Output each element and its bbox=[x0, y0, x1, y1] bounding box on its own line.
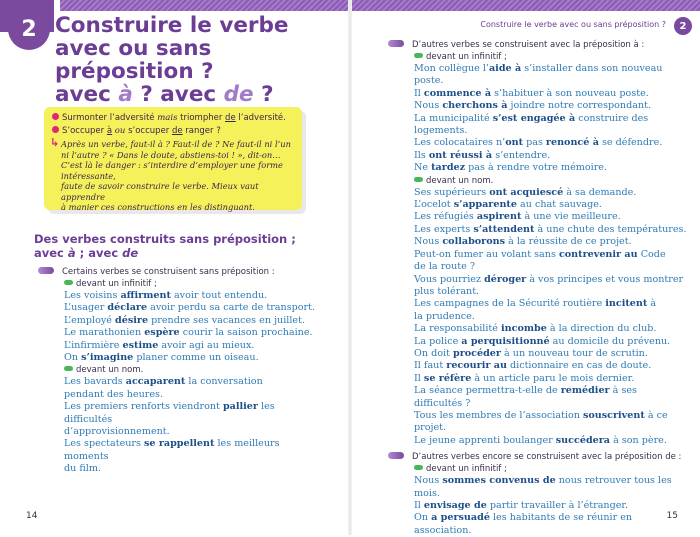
example-line: Les campagnes de la Sécurité routière incitent à bbox=[414, 298, 657, 310]
example-line: Il commence à s’habituer à son nouveau poste. bbox=[414, 87, 649, 99]
example-line: L’ocelot s’apparente au chat sauvage. bbox=[414, 199, 602, 211]
green-dot-icon bbox=[414, 53, 423, 58]
example-line: Il faut recourir au dictionnaire en cas de doute. bbox=[414, 360, 652, 372]
example-line: plus tolérant. bbox=[414, 285, 480, 297]
pill-icon bbox=[388, 40, 404, 47]
example-line: Les premiers renforts viendront pallier les difficultés bbox=[64, 401, 275, 425]
bullet-icon bbox=[52, 113, 59, 120]
example-line: On doit procéder à un nouveau tour de scrutin. bbox=[414, 347, 648, 359]
example-line: d’approvisionnement. bbox=[64, 426, 170, 438]
green-dot-icon bbox=[64, 280, 73, 285]
section-title: Des verbes construits sans préposition ; avec à ; avec de bbox=[34, 232, 296, 260]
running-head: Construire le verbe avec ou sans préposition ? bbox=[480, 20, 666, 29]
left-page bbox=[0, 0, 350, 535]
rule-line-1: Surmonter l’adversité mais triompher de l’adversité. bbox=[52, 112, 296, 125]
rule-box bbox=[44, 107, 302, 210]
example-line: pendant des heures. bbox=[64, 388, 164, 400]
hook-arrow-icon: ↳ bbox=[50, 136, 60, 149]
example-line: La police a perquisitionné au domicile du prévenu. bbox=[414, 335, 671, 347]
example-line: L’employé désire prendre ses vacances en juillet. bbox=[64, 314, 306, 326]
example-line: la prudence. bbox=[414, 310, 475, 322]
example-line: Le marathonien espère courir la saison prochaine. bbox=[64, 327, 313, 339]
example-line: Ses supérieurs ont acquiescé à sa demande. bbox=[414, 186, 637, 198]
example-line: L’usager déclare avoir perdu sa carte de transport. bbox=[64, 302, 316, 314]
example-line: Les voisins affirment avoir tout entendu. bbox=[64, 290, 268, 301]
rule-explanation: ↳ Après un verbe, faut-il à ? Faut-il de ? Ne faut-il ni l’un ni l’autre ? « Dans le doute, abstiens-toi ! », dit-on… C’est là le danger : s’interdire d’employer une forme intéressante, faute de savoir construire le verbe. Mieux vaut apprendre à manier ces constructions en les distinguant. bbox=[50, 136, 291, 212]
example-line: du film. bbox=[64, 463, 101, 475]
example-line: Nous sommes convenus de nous retrouver tous les mois. bbox=[414, 475, 672, 499]
header-stripe-right bbox=[350, 0, 700, 11]
rule-line-2: S’occuper à ou s’occuper de ranger ? bbox=[52, 125, 296, 138]
example-line: Peut-on fumer au volant sans contrevenir au Code bbox=[414, 248, 666, 260]
pill-icon bbox=[388, 452, 404, 459]
example-line: Les bavards accaparent la conversation bbox=[64, 376, 263, 388]
example-line: Le jeune apprenti boulanger succédera à son père. bbox=[414, 434, 667, 446]
example-line: Les réfugiés aspirent à une vie meilleure. bbox=[414, 211, 621, 223]
example-line: On a persuadé les habitants de se réunir en association. bbox=[414, 512, 633, 536]
bullet-icon bbox=[52, 126, 59, 133]
example-line: La séance permettra-t-elle de remédier à ses difficultés ? bbox=[414, 385, 637, 409]
example-line: Les experts s’attendent à une chute des températures. bbox=[414, 223, 687, 235]
green-dot-icon bbox=[64, 366, 73, 371]
example-line: Tous les membres de l’association souscrivent à ce projet. bbox=[414, 409, 668, 434]
page-number-right: 15 bbox=[666, 511, 678, 521]
right-examples: D’autres verbes se construisent avec la préposition à : devant un infinitif ; Mon collègue l’aide à s’installer dans son nouveau poste. Il commence à s’habituer à son nouveau poste. Nous cherchons à joindre notre correspondant. La municipalité s’est engagée à construire des logements. Les colocataires n’ont pas renoncé à se défendre. Ils ont réussi à s’entendre. Ne tardez pas à rendre votre mémoire. devant un nom. Ses supérieurs ont acquiescé à sa demande. L’ocelot s’apparente au chat sauvage. Les réfugiés aspirent à une vie meilleure. Les experts s’attendent à une chute des températures. Nous collaborons à la réussite de ce projet. Peut-on fumer au volant sans contrevenir au Code de la route ? Vous pourriez déroger à vos principes et vous montrer plus tolérant. Les campagnes de la Sécurité routière incitent à la prudence. La responsabilité incombe à la direction du club. La police a perquisitionné au domicile du prévenu. On doit procéder à un nouveau tour de scrutin. Il faut recourir au dictionnaire en cas de doute. Il se réfère à un article paru le mois dernier. La séance permettra-t-elle de remédier à ses difficultés ? Tous les membres de l’association souscrivent à ce projet. Le jeune apprenti boulanger succédera à son père. D’autres verbes encore se construisent avec la préposition de : devant un infinitif ; Nous sommes convenus de nous retrouver tous les mois. Il envisage de partir travailler à l’étranger. On a persuadé les habitants de se réunir en association. bbox=[388, 39, 688, 537]
left-examples: Certains verbes se construisent sans préposition : devant un infinitif ; Les voisins affirment avoir tout entendu. L’usager déclare avoir perdu sa carte de transport. L’employé désire prendre ses vacances en juillet. Le marathonien espère courir la saison prochaine. L’infirmière estime avoir agi au mieux. On s’imagine planer comme un oiseau. devant un nom. Les bavards accaparent la conversation pendant des heures. Les premiers renforts viendront pallier les difficultés d’approvisionnement. Les spectateurs se rappellent les meilleurs moments du film. bbox=[38, 266, 323, 476]
example-line: Les colocataires n’ont pas renoncé à se défendre. bbox=[414, 137, 663, 149]
chapter-badge: 2 bbox=[8, 8, 50, 50]
example-line: Il se réfère à un article paru le mois dernier. bbox=[414, 372, 635, 384]
pill-icon bbox=[38, 267, 54, 274]
example-line: L’infirmière estime avoir agi au mieux. bbox=[64, 339, 255, 351]
example-line: On s’imagine planer comme un oiseau. bbox=[64, 352, 259, 364]
example-line: Nous cherchons à joindre notre correspondant. bbox=[414, 100, 652, 112]
example-line: Ils ont réussi à s’entendre. bbox=[414, 149, 551, 161]
chapter-badge-small: 2 bbox=[674, 17, 692, 35]
green-dot-icon bbox=[414, 177, 423, 182]
example-line: Vous pourriez déroger à vos principes et vous montrer bbox=[414, 273, 684, 285]
example-line: de la route ? bbox=[414, 261, 475, 273]
page-title: Construire le verbe avec ou sans préposition ? avec à ? avec de ? bbox=[55, 13, 289, 107]
example-line: Mon collègue l’aide à s’installer dans son nouveau poste. bbox=[414, 63, 663, 87]
example-line: La responsabilité incombe à la direction du club. bbox=[414, 323, 657, 335]
green-dot-icon bbox=[414, 465, 423, 470]
example-line: Ne tardez pas à rendre votre mémoire. bbox=[414, 162, 608, 174]
example-line: Nous collaborons à la réussite de ce projet. bbox=[414, 236, 632, 248]
example-line: La municipalité s’est engagée à construire des logements. bbox=[414, 112, 649, 137]
page-number-left: 14 bbox=[26, 511, 38, 521]
example-line: Les spectateurs se rappellent les meilleurs moments bbox=[64, 438, 280, 462]
example-line: Il envisage de partir travailler à l’étranger. bbox=[414, 500, 628, 511]
